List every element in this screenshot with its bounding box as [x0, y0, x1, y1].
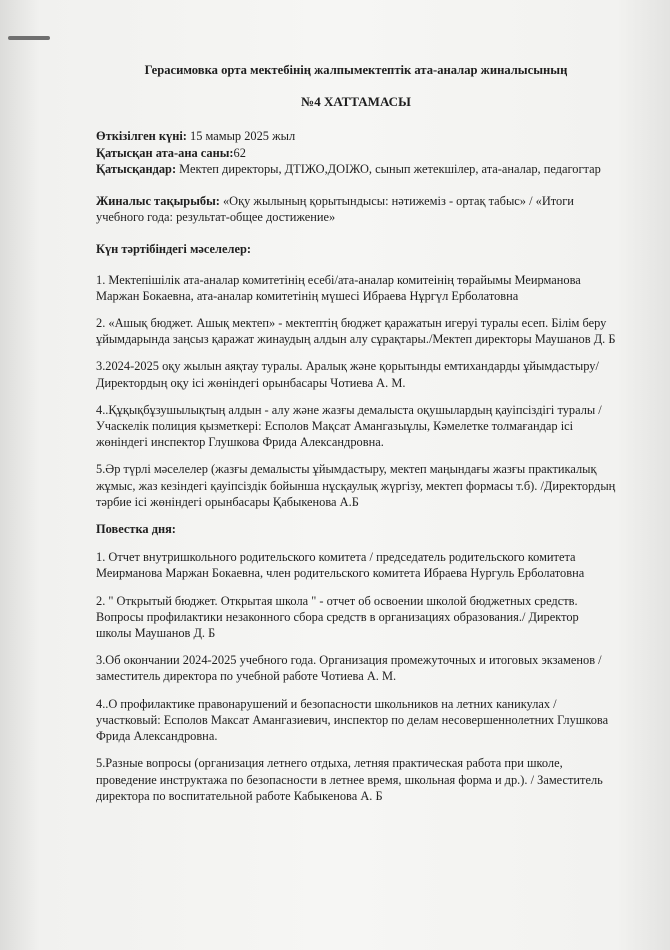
meta-date-value: 15 мамыр 2025 жыл	[186, 129, 296, 144]
agenda-ru-item: 5.Разные вопросы (организация летнего отдыха, летняя практическая работа при школе, проведение инструктажа по безопасности в летнее время, школьная форма и др.). / Заместитель директора по воспитательной работе Кабыкенова А. Б	[96, 756, 603, 803]
agenda-kz-item: 2. «Ашық бюджет. Ашық мектеп» - мектептің бюджет қаражатын игеруі туралы есеп. Білім беру ұйымдарында заңсыз қаражат жинаудың алдын алу сұрақтары./Мектеп директоры Маушанов Д. Б	[96, 316, 616, 347]
meta-participants-value: Мектеп директоры, ДТІЖО,ДОІЖО, сынып жетекшілер, ата-аналар, педагогтар	[176, 161, 601, 176]
document-title: Герасимовка орта мектебінің жалпымектептік ата-аналар жиналысының	[144, 63, 568, 77]
meta-parents	[96, 145, 616, 161]
meta-parents-value: 62	[233, 145, 246, 160]
meta-parents-label: Қатысқан ата-ана саны:	[96, 145, 234, 160]
topic-value: «Оқу жылының қорытындысы: нәтижеміз - ортақ табыс» / «Итоги учебного года: результат-общее достижение»	[96, 194, 574, 225]
meta-participants	[96, 161, 616, 177]
agenda-ru-heading: Повестка дня:	[96, 522, 176, 537]
meeting-topic	[96, 193, 616, 225]
agenda-kz-item: 5.Әр түрлі мәселелер (жазғы демалысты ұйымдастыру, мектеп маңындағы жазғы практикалық жұмыс, жаз кезіндегі қауіпсіздік бойынша нұсқаулық жүргізу, мектеп формасы т.б). /Директордың тәрбие ісі жөніндегі орынбасары Қабыкенова А.Б	[96, 462, 616, 509]
binder-mark	[8, 36, 50, 40]
agenda-kz-item: 1. Мектепішілік ата-аналар комитетінің есебі/ата-аналар комитеінің төрайымы Меирманова Маржан Бокаевна, ата-аналар комитетінің мүшесі Ибраева Нұргүл Ерболатовна	[96, 272, 581, 303]
agenda-ru-item: 4..О профилактике правонарушений и безопасности школьников на летних каникулах / участковый: Есполов Максат Амангазиевич, инспектор по делам несовершеннолетних Глушкова Фрида Александровна.	[96, 696, 609, 744]
agenda-ru-item: 1. Отчет внутришкольного родительского комитета / председатель родительского комитета Меирманова Маржан Бокаевна, член родительского комитета Ибраева Нургуль Ерболатовна	[96, 550, 585, 581]
agenda-ru-item: 2. " Открытый бюджет. Открытая школа " - отчет об освоении школой бюджетных средств. Вопросы профилактики незаконного сбора средств в организациях образования./ Директор школы Маушанов Д. Б	[96, 593, 579, 641]
agenda-kz-heading: Күн тәртібіндегі мәселелер:	[96, 242, 251, 257]
document-subtitle: №4 ХАТТАМАСЫ	[301, 94, 411, 110]
meta-date-label: Өткізілген күні:	[96, 129, 187, 144]
agenda-ru-item: 3.Об окончании 2024-2025 учебного года. Организация промежуточных и итоговых экзаменов / заместитель директора по учебной работе Чотиева А. М.	[96, 653, 602, 684]
agenda-kz-item: 4..Құқықбұзушылықтың алдын - алу және жазғы демалыста оқушылардың қауіпсіздігі туралы / Учаскелік полиция қызметкері: Есполов Мақсат Амангазыұлы, Кәмелетке толмағандар ісі жөніндегі инспектор Глушкова Фрида Александровна.	[96, 402, 602, 450]
meta-date	[96, 128, 616, 144]
meta-participants-label: Қатысқандар:	[96, 161, 177, 176]
topic-label: Жиналыс тақырыбы:	[96, 194, 220, 209]
agenda-kz-item: 3.2024-2025 оқу жылын аяқтау туралы. Аралық және қорытынды емтихандарды ұйымдастыру/Директордың оқу ісі жөніндегі орынбасары Чотиева А. М.	[96, 359, 599, 390]
document-body	[96, 62, 616, 815]
